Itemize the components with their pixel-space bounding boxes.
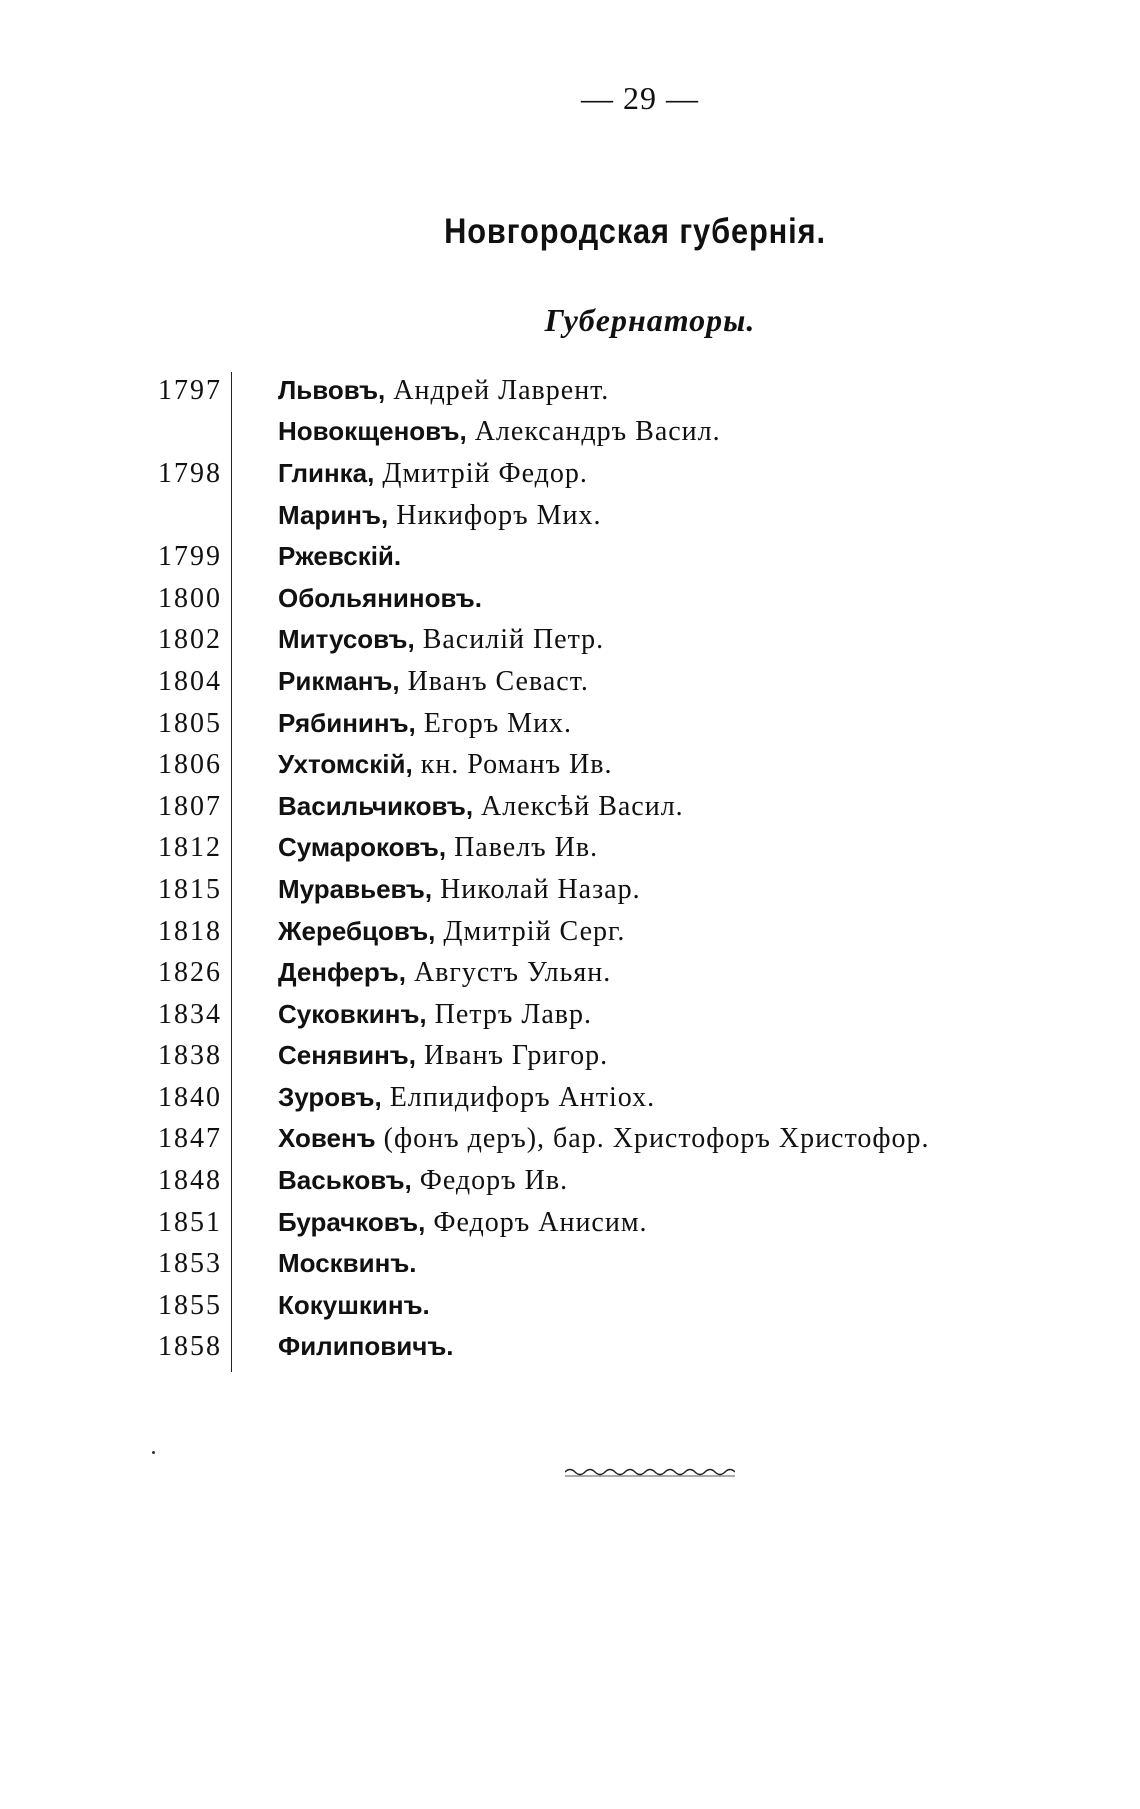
entry-name xyxy=(278,791,684,823)
entry-given-names: Иванъ Григор. xyxy=(415,1040,609,1072)
list-item xyxy=(140,620,1040,662)
entry-surname: Рябининъ, xyxy=(278,707,416,738)
page-title: Новгородская губернія. xyxy=(444,212,826,251)
entry-year: 1855 xyxy=(158,1289,222,1321)
entry-year: 1834 xyxy=(158,998,222,1030)
entry-given-names: Павелъ Ив. xyxy=(446,832,599,864)
entry-year: 1807 xyxy=(158,790,222,822)
list-item xyxy=(140,952,1040,994)
entry-year: 1838 xyxy=(158,1040,222,1072)
entry-year: 1840 xyxy=(158,1081,222,1113)
list-item xyxy=(140,744,1040,786)
list-item xyxy=(140,1160,1040,1202)
list-item xyxy=(140,370,1040,412)
decorative-wavy-rule xyxy=(565,1465,735,1479)
entry-name xyxy=(278,1082,655,1114)
entry-name xyxy=(278,999,592,1031)
entry-name xyxy=(278,957,611,989)
entry-given-names: Елпидифоръ Антіох. xyxy=(381,1081,656,1113)
entry-name xyxy=(278,375,609,407)
entry-name xyxy=(278,416,721,448)
entry-name xyxy=(278,1165,568,1197)
list-item xyxy=(140,1285,1040,1327)
entry-surname: Рикманъ, xyxy=(278,665,400,696)
entry-given-names: Алексѣй Васил. xyxy=(473,790,684,822)
list-item xyxy=(140,412,1040,454)
list-item xyxy=(140,453,1040,495)
entry-name xyxy=(278,1248,417,1280)
list-item xyxy=(140,1119,1040,1161)
entry-given-names: Иванъ Севаст. xyxy=(399,665,589,697)
list-item xyxy=(140,994,1040,1036)
entry-given-names: кн. Романъ Ив. xyxy=(412,749,613,781)
entry-surname: Васильчиковъ, xyxy=(278,790,474,821)
entry-year: 1853 xyxy=(158,1248,222,1280)
entry-name xyxy=(278,624,604,656)
entry-name xyxy=(278,541,401,573)
entry-given-names: Петръ Лавр. xyxy=(426,998,592,1030)
entry-year: 1847 xyxy=(158,1123,222,1155)
entry-surname: Муравьевъ, xyxy=(278,873,433,904)
entry-name xyxy=(278,500,601,532)
list-item xyxy=(140,703,1040,745)
entry-given-names: Андрей Лаврент. xyxy=(385,374,610,406)
entry-name xyxy=(278,874,641,906)
entry-surname: Львовъ, xyxy=(278,374,386,405)
entry-given-names: Дмитрій Федор. xyxy=(374,457,588,489)
entry-year: 1815 xyxy=(158,873,222,905)
entry-surname: Бурачковъ, xyxy=(278,1206,426,1237)
entry-name xyxy=(278,1040,608,1072)
list-item xyxy=(140,869,1040,911)
entry-name xyxy=(278,708,572,740)
list-item xyxy=(140,1077,1040,1119)
entry-year: 1802 xyxy=(158,624,222,656)
entry-year: 1797 xyxy=(158,374,222,406)
entry-given-names: Федоръ Ив. xyxy=(411,1165,569,1197)
list-item xyxy=(140,1202,1040,1244)
entry-surname: Москвинъ. xyxy=(278,1248,417,1279)
entry-surname: Глинка, xyxy=(278,457,375,488)
entry-given-names: Василій Петр. xyxy=(414,624,605,656)
entry-year: 1858 xyxy=(158,1331,222,1363)
entry-surname: Митусовъ, xyxy=(278,624,415,655)
entry-name xyxy=(278,666,589,698)
entry-given-names: Александръ Васил. xyxy=(466,416,721,448)
entry-given-names: Никифоръ Мих. xyxy=(388,499,602,531)
entry-name xyxy=(278,583,482,615)
entry-year: 1812 xyxy=(158,832,222,864)
entry-year: 1848 xyxy=(158,1165,222,1197)
list-item xyxy=(140,661,1040,703)
entry-surname: Сумароковъ, xyxy=(278,832,447,863)
entry-given-names: Николай Назар. xyxy=(432,873,641,905)
entry-surname: Сенявинъ, xyxy=(278,1040,416,1071)
entry-given-names: Августъ Ульян. xyxy=(405,957,612,989)
entry-surname: Васьковъ, xyxy=(278,1165,412,1196)
entry-name xyxy=(278,832,598,864)
entry-surname: Кокушкинъ. xyxy=(278,1289,430,1320)
entry-name xyxy=(278,1207,648,1239)
entry-surname: Новокщеновъ, xyxy=(278,416,467,447)
section-subtitle: Губернаторы. xyxy=(544,302,756,338)
entry-year: 1826 xyxy=(158,957,222,989)
entry-year: 1805 xyxy=(158,707,222,739)
entry-surname: Маринъ, xyxy=(278,499,389,530)
list-item xyxy=(140,1243,1040,1285)
entry-surname: Филиповичъ. xyxy=(278,1331,454,1362)
entry-given-names: Федоръ Анисим. xyxy=(425,1206,648,1238)
entry-year: 1800 xyxy=(158,582,222,614)
page-number: — 29 — xyxy=(581,80,699,116)
entry-name xyxy=(278,916,625,948)
governors-list xyxy=(140,370,1040,1368)
entry-name xyxy=(278,749,613,781)
entry-year: 1804 xyxy=(158,665,222,697)
entry-given-names: (фонъ деръ), бар. Христофоръ Христофор. xyxy=(375,1123,930,1155)
entry-surname: Ржевскій. xyxy=(278,541,402,572)
entry-name xyxy=(278,458,588,490)
list-item xyxy=(140,578,1040,620)
entry-year: 1851 xyxy=(158,1206,222,1238)
entry-name xyxy=(278,1123,929,1155)
list-item xyxy=(140,786,1040,828)
entry-surname: Ховенъ xyxy=(278,1123,376,1154)
entry-surname: Обольяниновъ. xyxy=(278,582,482,613)
entry-surname: Суковкинъ, xyxy=(278,998,427,1029)
entry-year: 1798 xyxy=(158,457,222,489)
entry-year: 1806 xyxy=(158,749,222,781)
entry-year: 1818 xyxy=(158,915,222,947)
entry-year: 1799 xyxy=(158,541,222,573)
list-item xyxy=(140,828,1040,870)
entry-given-names: Дмитрій Серг. xyxy=(435,915,626,947)
entry-surname: Зуровъ, xyxy=(278,1081,382,1112)
list-item xyxy=(140,495,1040,537)
ink-speck xyxy=(152,1451,155,1454)
entry-surname: Жеребцовъ, xyxy=(278,915,436,946)
entry-surname: Денферъ, xyxy=(278,957,406,988)
list-item xyxy=(140,1036,1040,1078)
list-item xyxy=(140,911,1040,953)
entry-surname: Ухтомскій, xyxy=(278,749,413,780)
entry-given-names: Егоръ Мих. xyxy=(415,707,573,739)
entry-name xyxy=(278,1290,430,1322)
entry-name xyxy=(278,1331,454,1363)
list-item xyxy=(140,536,1040,578)
list-item xyxy=(140,1327,1040,1369)
